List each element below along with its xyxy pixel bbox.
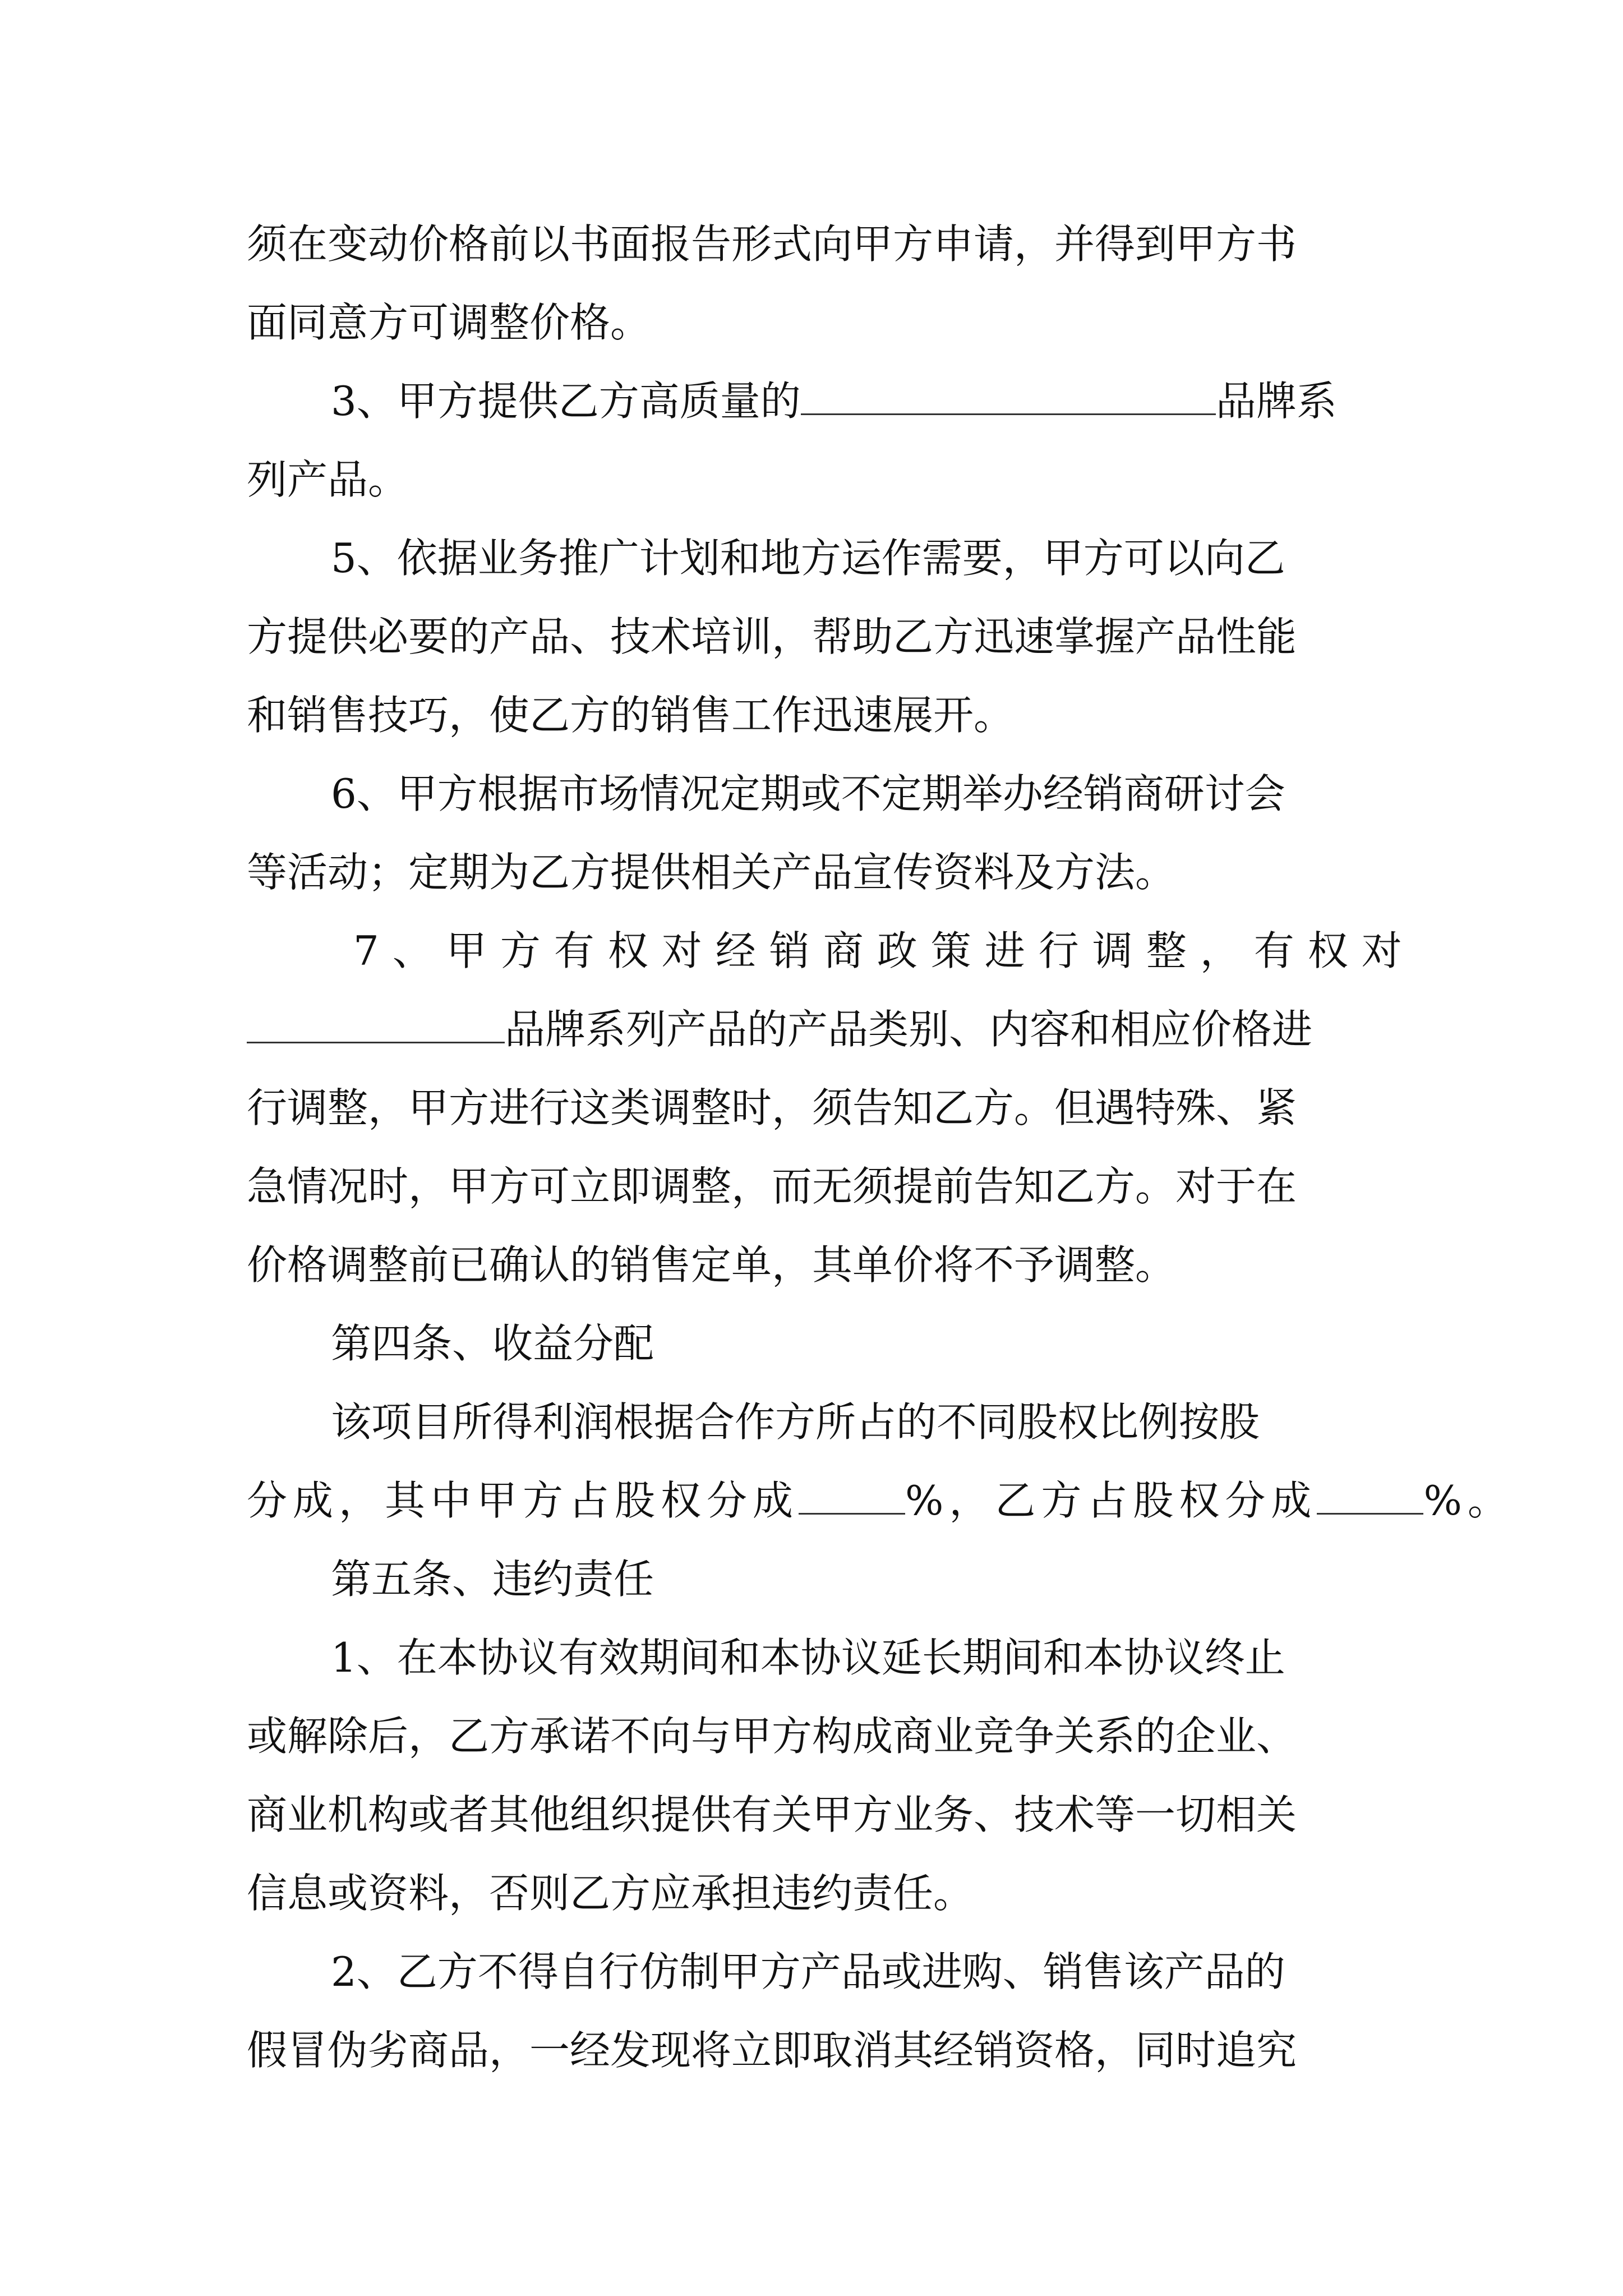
text-line: 方提供必要的产品、技术培训，帮助乙方迅速掌握产品性能 (247, 613, 1297, 660)
text-line: 行调整，甲方进行这类调整时，须告知乙方。但遇特殊、紧 (247, 1084, 1297, 1131)
party-b-share-blank[interactable] (1317, 1474, 1423, 1515)
text-line: 须在变动价格前以书面报告形式向甲方申请，并得到甲方书 (247, 220, 1297, 268)
section-heading: 第四条、收益分配 (331, 1320, 654, 1367)
section-heading: 第五条、违约责任 (331, 1556, 654, 1603)
text-line: 商业机构或者其他组织提供有关甲方业务、技术等一切相关 (247, 1791, 1297, 1838)
text-line: 1、在本协议有效期间和本协议延长期间和本协议终止 (331, 1634, 1285, 1681)
party-a-share-blank[interactable] (799, 1474, 905, 1515)
text-line: 列产品。 (247, 456, 409, 503)
text-fragment: %。 (1423, 1477, 1514, 1524)
text-line: 面同意方可调整价格。 (247, 299, 651, 346)
clause-7-line (247, 1001, 1593, 1057)
text-line: 假冒伪劣商品，一经发现将立即取消其经销资格，同时追究 (247, 2027, 1297, 2074)
profit-share-line (247, 1473, 1593, 1529)
clause-3-line (331, 373, 1623, 429)
brand-blank-field[interactable] (801, 374, 1216, 415)
text-line: 信息或资料，否则乙方应承担违约责任。 (247, 1870, 974, 1917)
text-fragment: 品牌系列产品的产品类别、内容和相应价格进 (505, 1006, 1313, 1053)
brand-blank-field[interactable] (247, 1002, 505, 1043)
text-fragment: 分成，其中甲方占股权分成 (247, 1477, 799, 1524)
text-line: 6、甲方根据市场情况定期或不定期举办经销商研讨会 (331, 770, 1285, 817)
text-line: 2、乙方不得自行仿制甲方产品或进购、销售该产品的 (331, 1948, 1285, 1995)
text-line: 等活动；定期为乙方提供相关产品宣传资料及方法。 (247, 849, 1176, 896)
text-line: 和销售技巧，使乙方的销售工作迅速展开。 (247, 692, 1015, 739)
text-fragment: 品牌系 (1215, 378, 1337, 425)
text-line: 7、甲方有权对经销商政策进行调整，有权对 (353, 927, 1415, 974)
text-fragment: 3、甲方提供乙方高质量的 (331, 378, 801, 425)
text-line: 或解除后，乙方承诺不向与甲方构成商业竞争关系的企业、 (247, 1713, 1297, 1760)
text-line: 价格调整前已确认的销售定单，其单价将不予调整。 (247, 1241, 1176, 1289)
text-line: 该项目所得利润根据合作方所占的不同股权比例按股 (331, 1398, 1260, 1446)
text-fragment: %，乙方占股权分成 (905, 1477, 1317, 1524)
text-line: 急情况时，甲方可立即调整，而无须提前告知乙方。对于在 (247, 1163, 1297, 1210)
text-line: 5、依据业务推广计划和地方运作需要，甲方可以向乙 (331, 535, 1285, 582)
